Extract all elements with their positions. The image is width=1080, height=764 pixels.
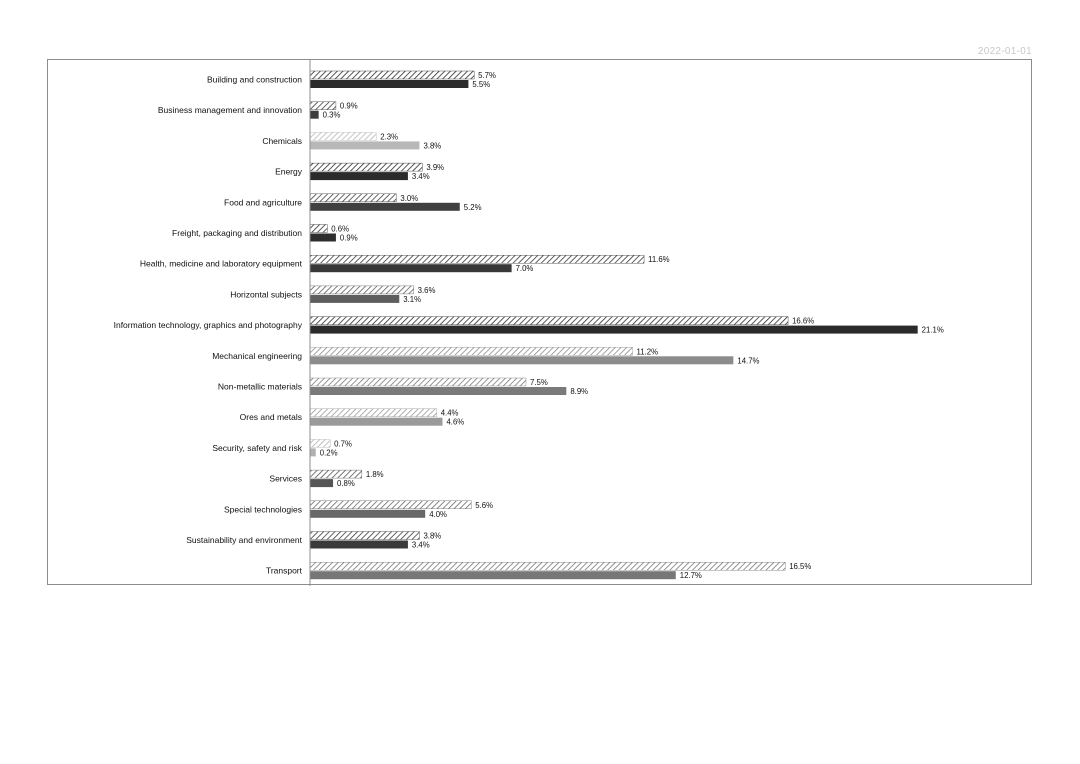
bar-hatched [310,71,474,79]
data-label: 21.1% [921,325,944,335]
data-label: 0.9% [339,101,358,111]
data-label: 14.7% [737,356,760,366]
bar-hatched [310,225,327,233]
data-label: 3.9% [426,163,445,173]
bar-solid [310,541,408,549]
bar-chart [48,60,1033,586]
category-label: Sustainability and environment [186,535,302,545]
bar-hatched [310,286,414,294]
chart-frame [47,59,1032,585]
bar-solid [310,111,319,119]
data-label: 3.4% [411,172,430,182]
bar-solid [310,234,336,242]
bar-solid [310,479,333,487]
bar-hatched [310,163,422,171]
data-label: 3.4% [411,540,430,550]
data-label: 11.6% [648,255,670,265]
data-label: 5.6% [475,500,494,510]
category-label: Freight, packaging and distribution [172,228,302,238]
bar-solid [310,203,460,211]
category-label: Transport [265,565,302,576]
bar-hatched [310,102,336,110]
bar-hatched [310,409,437,417]
category-label: Business management and innovation [157,105,302,116]
data-label: 2.3% [380,132,399,142]
bar-solid [310,510,425,518]
data-label: 3.6% [417,285,436,295]
data-label: 16.6% [792,316,815,326]
category-label: Ores and metals [239,412,302,423]
bars-layer [114,71,944,580]
data-label: 7.5% [530,378,548,387]
bar-solid [310,448,316,456]
data-label: 5.2% [463,202,482,212]
data-label: 1.8% [365,470,384,480]
data-label: 0.9% [339,233,358,243]
data-label: 0.8% [337,479,355,489]
category-label: Chemicals [262,135,302,146]
data-label: 0.6% [331,224,350,234]
bar-solid [310,387,566,395]
bar-hatched [310,439,330,447]
data-label: 4.4% [440,408,459,418]
data-label: 8.9% [570,387,589,396]
date-stamp: 2022-01-01 [977,46,1032,57]
data-label: 3.8% [423,141,442,151]
bar-solid [310,295,399,303]
data-label: 0.2% [319,448,338,458]
bar-solid [310,571,676,579]
bar-hatched [310,255,644,263]
category-label: Food and agriculture [224,197,302,208]
category-label: Health, medicine and laboratory equipment [139,258,302,269]
bar-solid [310,418,442,426]
bar-solid [310,172,408,180]
bar-solid [310,80,468,88]
data-label: 5.5% [472,80,491,89]
data-label: 3.0% [400,193,419,203]
data-label: 4.0% [429,509,447,519]
data-label: 5.7% [478,71,496,80]
bar-solid [310,264,512,272]
bar-solid [310,356,733,364]
data-label: 0.7% [334,439,352,449]
bar-hatched [310,194,396,202]
data-label: 3.1% [403,294,422,304]
bar-hatched [310,470,362,478]
bar-hatched [310,532,419,540]
category-label: Non-metallic materials [217,381,302,392]
bar-solid [310,141,419,149]
bar-hatched [310,317,788,325]
category-label: Special technologies [224,504,302,515]
bar-hatched [310,378,526,386]
category-label: Services [269,473,302,484]
data-label: 16.5% [789,562,812,572]
bar-solid [310,326,918,334]
bar-hatched [310,562,785,570]
data-label: 4.6% [446,417,465,427]
category-label: Security, safety and risk [212,442,302,453]
category-label: Information technology, graphics and photography [113,320,302,331]
data-label: 11.2% [636,347,659,357]
category-label: Building and construction [207,74,302,85]
category-label: Mechanical engineering [212,350,302,361]
data-label: 3.8% [423,531,442,541]
data-label: 12.7% [679,571,702,581]
category-label: Horizontal subjects [230,289,302,300]
category-label: Energy [275,166,302,177]
bar-hatched [310,132,376,140]
bar-hatched [310,347,633,355]
data-label: 7.0% [515,264,534,274]
bar-hatched [310,501,471,509]
data-label: 0.3% [322,110,341,120]
